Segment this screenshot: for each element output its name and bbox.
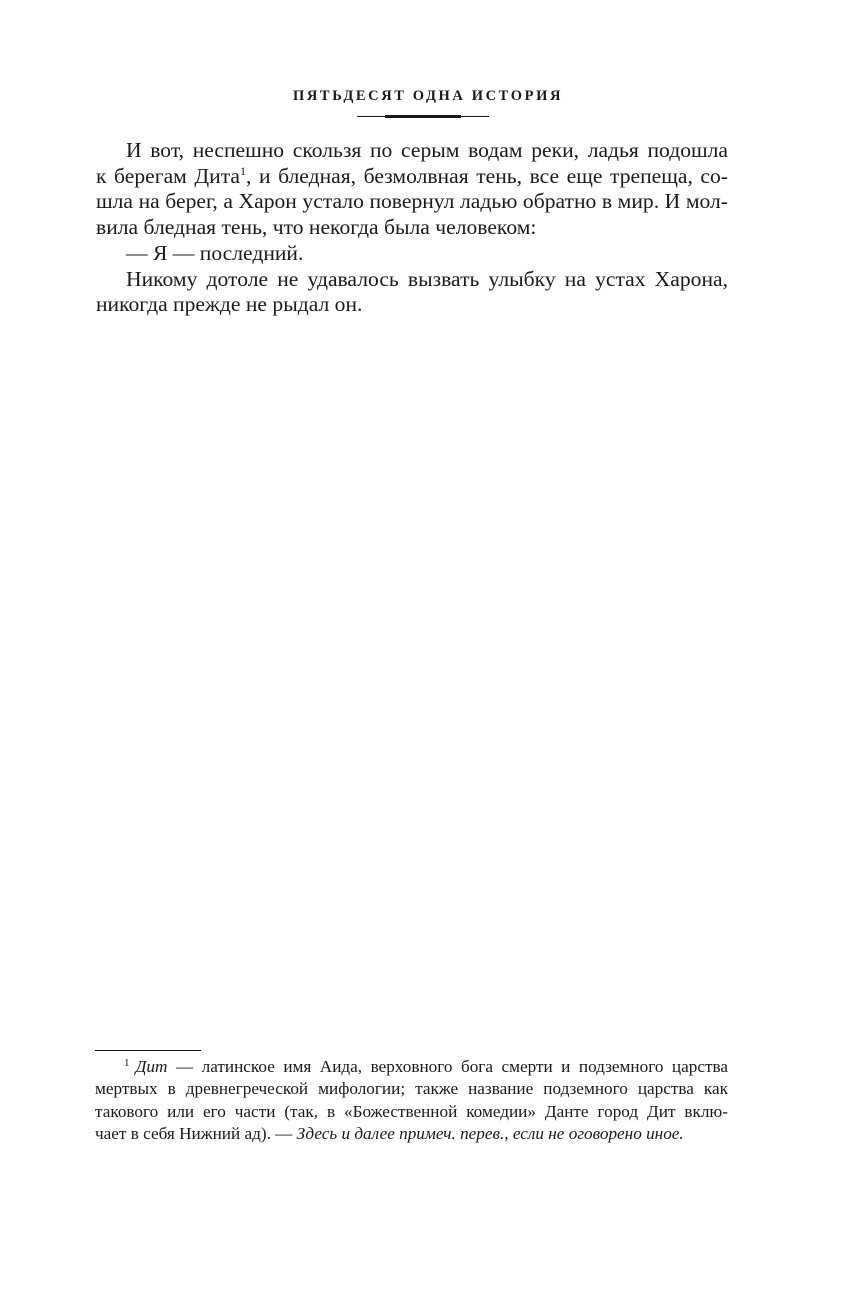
text-line: шла на берег, а Харон устало повернул ладью обратно в мир. И мол- — [96, 189, 728, 214]
text-line: никогда прежде не рыдал он. — [96, 292, 363, 317]
text-line — [96, 164, 728, 190]
paragraph-1 — [96, 138, 728, 241]
footnote — [95, 1056, 728, 1145]
footnote-line — [95, 1123, 728, 1145]
footnote-ref[interactable]: 1 — [239, 163, 246, 178]
text-fragment: чает в себя Нижний ад). — — [95, 1123, 297, 1143]
text-fragment: , и бледная, безмолвная тень, все еще трепеща, со- — [245, 163, 728, 188]
head-rule-accent — [385, 115, 461, 118]
text-line: вила бледная тень, что некогда была человеком: — [96, 215, 537, 240]
text-line: Никому дотоле не удавалось вызвать улыбку на устах Харона, — [126, 266, 728, 291]
paragraph-3 — [96, 267, 728, 318]
footnote-mark: 1 — [124, 1057, 130, 1069]
text-line: И вот, неспешно скользя по серым водам реки, ладья подошла — [126, 138, 728, 162]
footnote-line: такового или его части (так, в «Божественной комедии» Данте город Дит вклю- — [95, 1101, 728, 1121]
text-fragment: к берегам Дита — [96, 163, 240, 188]
text-fragment: — латинское имя Аида, верховного бога смерти и подземного царства — [167, 1057, 728, 1076]
body-text — [96, 138, 728, 318]
translator-note: Здесь и далее примеч. перев., если не оговорено иное. — [296, 1123, 684, 1143]
footnote-line: мертвых в древнегреческой мифологии; также название подземного царства как — [95, 1079, 728, 1099]
footnote-line — [95, 1056, 728, 1078]
footnote-term: Дит — [135, 1057, 168, 1076]
footnote-rule — [95, 1050, 201, 1051]
running-head: ПЯТЬДЕСЯТ ОДНА ИСТОРИЯ — [292, 88, 564, 104]
text-line: — Я — последний. — [126, 240, 304, 265]
paragraph-2 — [96, 241, 728, 267]
